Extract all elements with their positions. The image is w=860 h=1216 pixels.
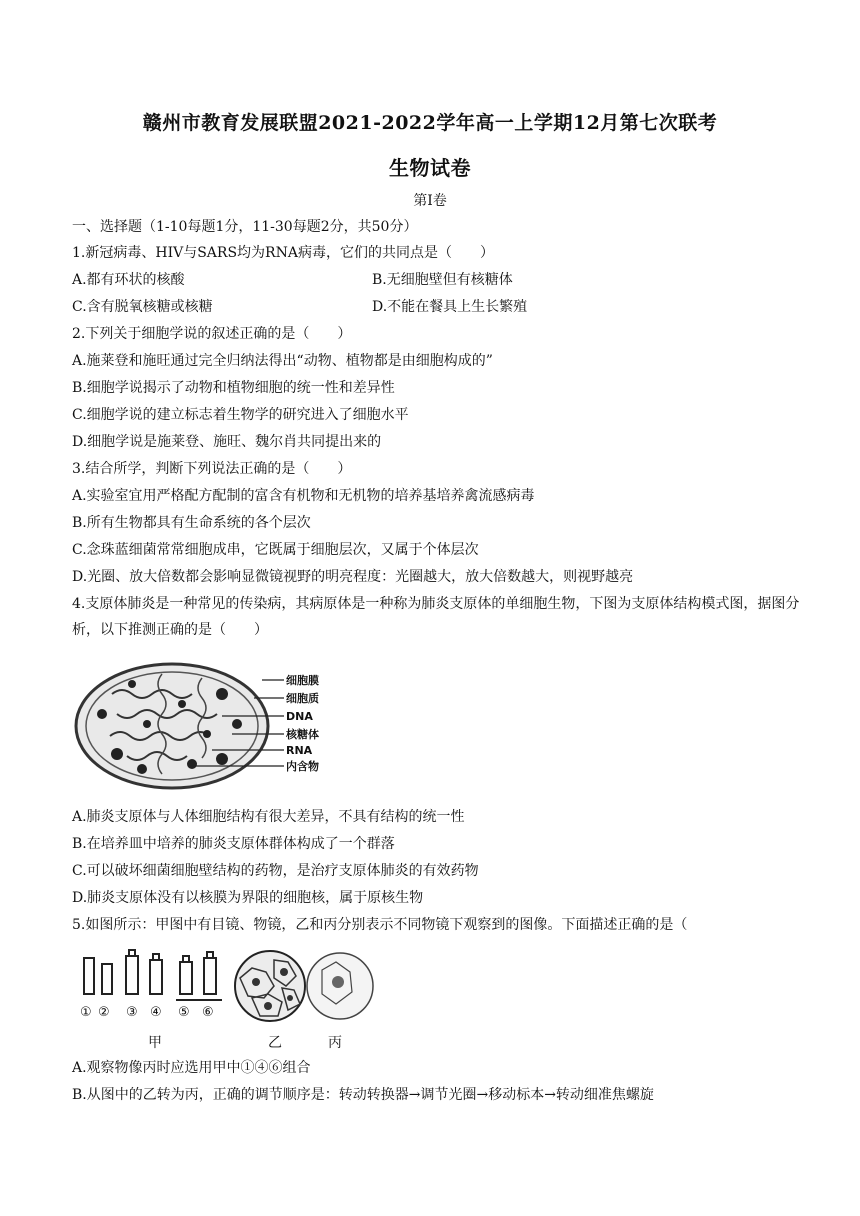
q1-option-c: C.含有脱氧核糖或核糖 — [72, 299, 213, 315]
lens-number-4: ④ — [150, 1005, 162, 1020]
question-4-stem: 4.支原体肺炎是一种常见的传染病，其病原体是一种称为肺炎支原体的单细胞生物，下图为支原体结构模式图，据图分析，以下推测正确的是（ ） — [72, 596, 800, 638]
q2-option-d: D.细胞学说是施莱登、施旺、魏尔肖共同提出来的 — [72, 434, 382, 450]
label-inclusions: 内含物 — [286, 760, 319, 773]
microscope-lens-figure — [76, 948, 376, 1024]
lens-number-2: ② — [98, 1005, 110, 1020]
label-cytoplasm: 细胞质 — [286, 692, 319, 705]
exam-title: 赣州市教育发展联盟2021-2022学年高一上学期12月第七次联考 — [142, 112, 718, 134]
lens-number-3: ③ — [126, 1005, 138, 1020]
caption-yi: 乙 — [268, 1035, 282, 1051]
lens-number-1: ① — [80, 1005, 92, 1020]
caption-bing: 丙 — [328, 1035, 342, 1051]
q4-option-b: B.在培养皿中培养的肺炎支原体群体构成了一个群落 — [72, 836, 395, 852]
q5-option-a: A.观察物像丙时应选用甲中①④⑥组合 — [72, 1060, 311, 1076]
q1-option-a: A.都有环状的核酸 — [72, 272, 185, 288]
q3-option-c: C.念珠蓝细菌常常细胞成串，它既属于细胞层次，又属于个体层次 — [72, 542, 479, 558]
q1-option-b: B.无细胞壁但有核糖体 — [372, 272, 513, 288]
q4-option-a: A.肺炎支原体与人体细胞结构有很大差异，不具有结构的统一性 — [72, 809, 465, 825]
label-ribosome: 核糖体 — [286, 728, 319, 741]
q2-option-c: C.细胞学说的建立标志着生物学的研究进入了细胞水平 — [72, 407, 409, 423]
q2-option-b: B.细胞学说揭示了动物和植物细胞的统一性和差异性 — [72, 380, 395, 396]
question-5-stem: 5.如图所示：甲图中有目镜、物镜，乙和丙分别表示不同物镜下观察到的图像。下面描述正确的是（ — [72, 917, 688, 933]
question-1-stem: 1.新冠病毒、HIV与SARS均为RNA病毒，它们的共同点是（ ） — [72, 245, 494, 261]
q4-option-d: D.肺炎支原体没有以核膜为界限的细胞核，属于原核生物 — [72, 890, 424, 906]
q3-option-b: B.所有生物都具有生命系统的各个层次 — [72, 515, 311, 531]
label-rna: RNA — [286, 744, 313, 757]
q3-option-a: A.实验室宜用严格配方配制的富含有机物和无机物的培养基培养禽流感病毒 — [72, 488, 535, 504]
q5-option-b: B.从图中的乙转为丙，正确的调节顺序是：转动转换器→调节光圈→移动标本→转动细准焦螺旋 — [72, 1087, 654, 1103]
q4-option-c: C.可以破坏细菌细胞壁结构的药物，是治疗支原体肺炎的有效药物 — [72, 863, 479, 879]
q3-option-d: D.光圈、放大倍数都会影响显微镜视野的明亮程度：光圈越大，放大倍数越大，则视野越亮 — [72, 569, 634, 585]
section-heading: 一、选择题（1-10每题1分，11-30每题2分，共50分） — [72, 219, 418, 235]
q1-option-d: D.不能在餐具上生长繁殖 — [372, 299, 528, 315]
question-3-stem: 3.结合所学，判断下列说法正确的是（ ） — [72, 461, 352, 477]
label-dna: DNA — [286, 710, 313, 723]
exam-subject: 生物试卷 — [389, 156, 471, 180]
label-cell-membrane: 细胞膜 — [286, 674, 319, 687]
volume-label: 第Ⅰ卷 — [413, 193, 447, 209]
lens-number-5: ⑤ — [178, 1005, 190, 1020]
caption-jia: 甲 — [148, 1035, 162, 1051]
question-2-stem: 2.下列关于细胞学说的叙述正确的是（ ） — [72, 326, 352, 342]
lens-number-6: ⑥ — [202, 1005, 214, 1020]
q2-option-a: A.施莱登和施旺通过完全归纳法得出“动物、植物都是由细胞构成的” — [72, 353, 493, 369]
mycoplasma-structure-diagram — [72, 654, 362, 800]
